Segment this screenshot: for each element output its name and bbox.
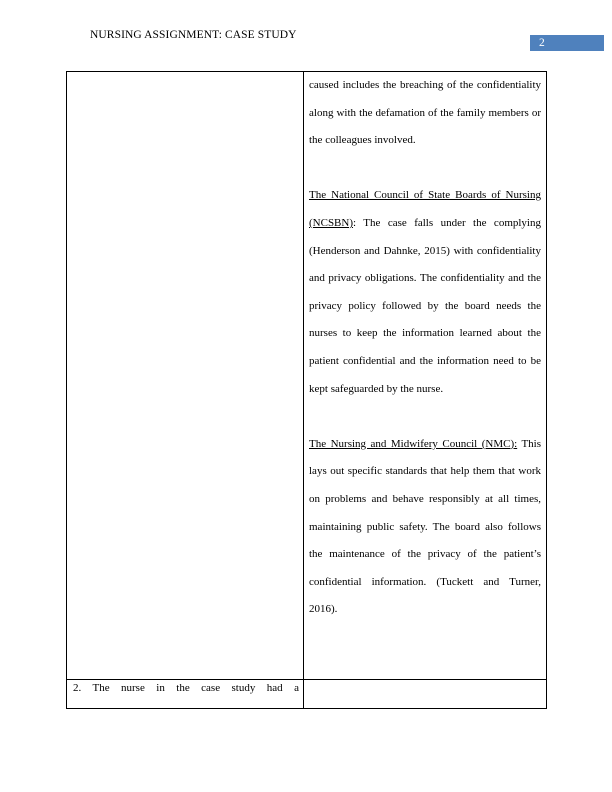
- ncsbn-body: : The case falls under the complying (Henderson and Dahnke, 2015) with confidentiality and privacy obligations. The confidentiality and the privacy policy followed by the board needs the nurses to keep the information learned about the patient confidential and the information need to be kept safeguarded by the nurse.: [309, 216, 541, 395]
- paragraph-nmc: [309, 431, 541, 624]
- page-number-badge: [530, 35, 604, 51]
- nmc-body: This lays out specific standards that help them that work on problems and behave responsibly at all times, maintaining public safety. The board also follows the maintenance of the privacy of the patient’s confidential information. (Tuckett and Turner, 2016).: [309, 437, 542, 616]
- running-header-title: NURSING ASSIGNMENT: CASE STUDY: [90, 29, 297, 41]
- table-row: [67, 72, 547, 680]
- table-cell-right: [304, 680, 547, 709]
- table-row: [67, 680, 547, 709]
- table-cell-left: [67, 72, 304, 680]
- case-study-table: [66, 71, 547, 709]
- table-cell-left: [67, 680, 304, 709]
- paragraph-spacer: [309, 403, 541, 431]
- right-cell-text: [304, 72, 546, 624]
- question-2-text: 2. The nurse in the case study had a: [73, 682, 299, 694]
- page-number: 2: [539, 37, 545, 49]
- nmc-heading: The Nursing and Midwifery Council (NMC):: [309, 437, 518, 450]
- paragraph-consequences: caused includes the breaching of the confidentiality along with the defamation of the family members or the colleagues involved.: [309, 79, 541, 147]
- paragraph-spacer: [309, 155, 541, 183]
- left-cell-text: [67, 72, 303, 73]
- table-cell-right: [304, 72, 547, 680]
- paragraph-ncsbn: [309, 182, 541, 403]
- ncsbn-heading: The National Council of State Boards of Nursing (NCSBN): [309, 189, 541, 229]
